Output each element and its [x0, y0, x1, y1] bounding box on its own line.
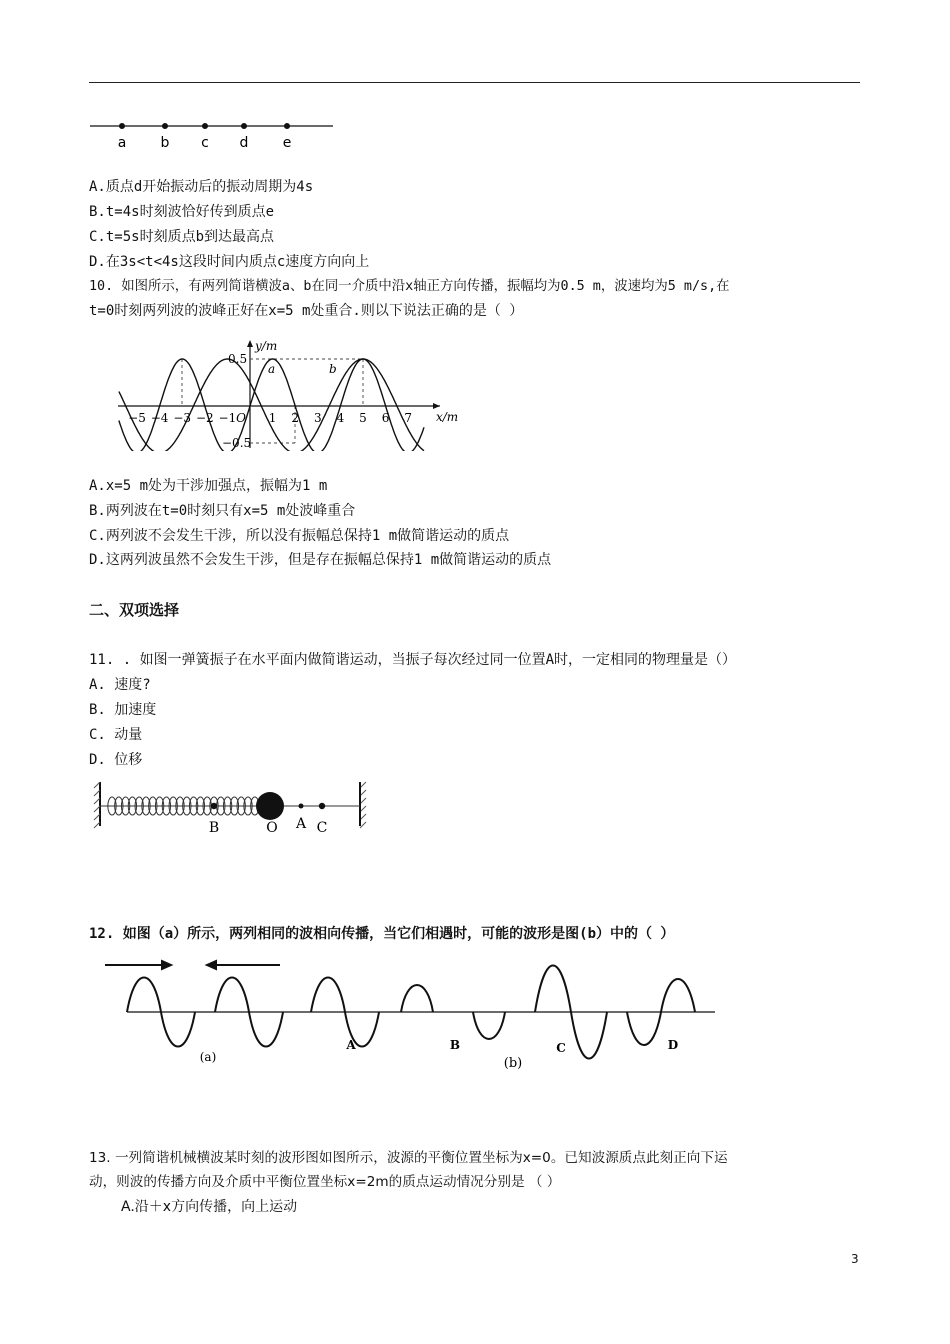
wave-superposition-figure [95, 956, 725, 1074]
q9-option-a: A.质点d开始振动后的振动周期为4s [89, 179, 314, 195]
y-tick-0.5: 0.5 [228, 352, 248, 366]
x-tick-label: 7 [404, 411, 413, 425]
q10-option-c: C.两列波不会发生干涉，所以没有振幅总保持1 m做简谐运动的质点 [89, 528, 510, 544]
q10-option-d: D.这两列波虽然不会发生干涉，但是存在振幅总保持1 m做简谐运动的质点 [89, 552, 552, 568]
x-tick-label: 4 [336, 411, 345, 425]
point-label-b: b [160, 135, 170, 151]
fig-label-option-a: A [346, 1038, 356, 1052]
header-rule [89, 82, 860, 83]
fig-label-option-b: B [449, 1038, 461, 1052]
fig-label-b: (b) [503, 1056, 523, 1071]
q10-stem-line1: 10. 如图所示，有两列简谐横波a、b在同一介质中沿x轴正方向传播，振幅均为0.5 m，波速均为5 m/s,在 [89, 279, 730, 294]
q10-option-a: A.x=5 m处为干涉加强点，振幅为1 m [89, 478, 328, 494]
q11-option-c: C. 动量 [89, 727, 143, 743]
spring-label-a: A [295, 816, 307, 832]
x-tick-label: −2 [195, 411, 214, 425]
q11-option-b: B. 加速度 [89, 702, 157, 718]
y-axis-label: y/m [255, 339, 278, 353]
x-tick-label: −4 [150, 411, 169, 425]
point-label-a: a [117, 135, 127, 151]
spring-label-o: O [266, 820, 278, 836]
q13-stem-line2: 动，则波的传播方向及介质中平衡位置坐标x=2m的质点运动情况分别是 （ ） [89, 1174, 561, 1190]
q13-stem-line1: 13. 一列简谐机械横波某时刻的波形图如图所示，波源的平衡位置坐标为x=0。已知波源质点此刻正向下运 [89, 1150, 728, 1166]
q11-option-d: D. 位移 [89, 752, 143, 768]
spring-label-b: B [208, 820, 220, 836]
q11-stem: 11. . 如图一弹簧振子在水平面内做简谐运动，当振子每次经过同一位置A时，一定相同的物理量是（） [89, 652, 736, 668]
x-tick-label: −3 [173, 411, 192, 425]
point-label-e: e [282, 135, 292, 151]
x-tick-label: −5 [128, 411, 146, 425]
point-label-c: c [201, 135, 209, 151]
y-tick-neg-0.5: −0.5 [222, 436, 252, 450]
x-tick-label: −1 [218, 411, 237, 425]
spring-oscillator-figure [90, 778, 375, 840]
q10-option-b: B.两列波在t=0时刻只有x=5 m处波峰重合 [89, 503, 356, 519]
q12-stem: 12. 如图（a）所示，两列相同的波相向传播，当它们相遇时，可能的波形是图(b）中的（ ） [89, 926, 675, 942]
section-title: 二、双项选择 [89, 601, 180, 619]
particle-line-figure [88, 112, 338, 154]
x-tick-label: 6 [381, 411, 390, 425]
point-label-d: d [239, 135, 249, 151]
q9-option-d: D.在3s<t<4s这段时间内质点c速度方向向上 [89, 254, 370, 270]
page-number: 3 [851, 1252, 859, 1266]
q9-option-c: C.t=5s时刻质点b到达最高点 [89, 229, 275, 245]
fig-label-option-c: C [556, 1041, 566, 1055]
x-tick-label: 2 [291, 411, 300, 425]
x-tick-label: 3 [313, 411, 322, 425]
x-axis-label: x/m [436, 410, 459, 424]
q10-stem-line2: t=0时刻两列波的波峰正好在x=5 m处重合.则以下说法正确的是（ ） [89, 303, 524, 319]
wave-label-b: b [329, 362, 337, 376]
q11-option-a: A. 速度? [89, 677, 151, 693]
x-tick-label: 1 [268, 411, 277, 425]
spring-label-c: C [316, 820, 328, 836]
x-tick-label: 5 [359, 411, 367, 425]
x-tick-label: O [236, 411, 246, 425]
wave-label-a: a [268, 362, 276, 376]
two-wave-graph [110, 336, 470, 451]
q9-option-b: B.t=4s时刻波恰好传到质点e [89, 204, 275, 220]
fig-label-a: (a) [199, 1050, 217, 1064]
q13-option-a: A.沿＋x方向传播，向上运动 [121, 1199, 298, 1215]
fig-label-option-d: D [667, 1038, 679, 1052]
